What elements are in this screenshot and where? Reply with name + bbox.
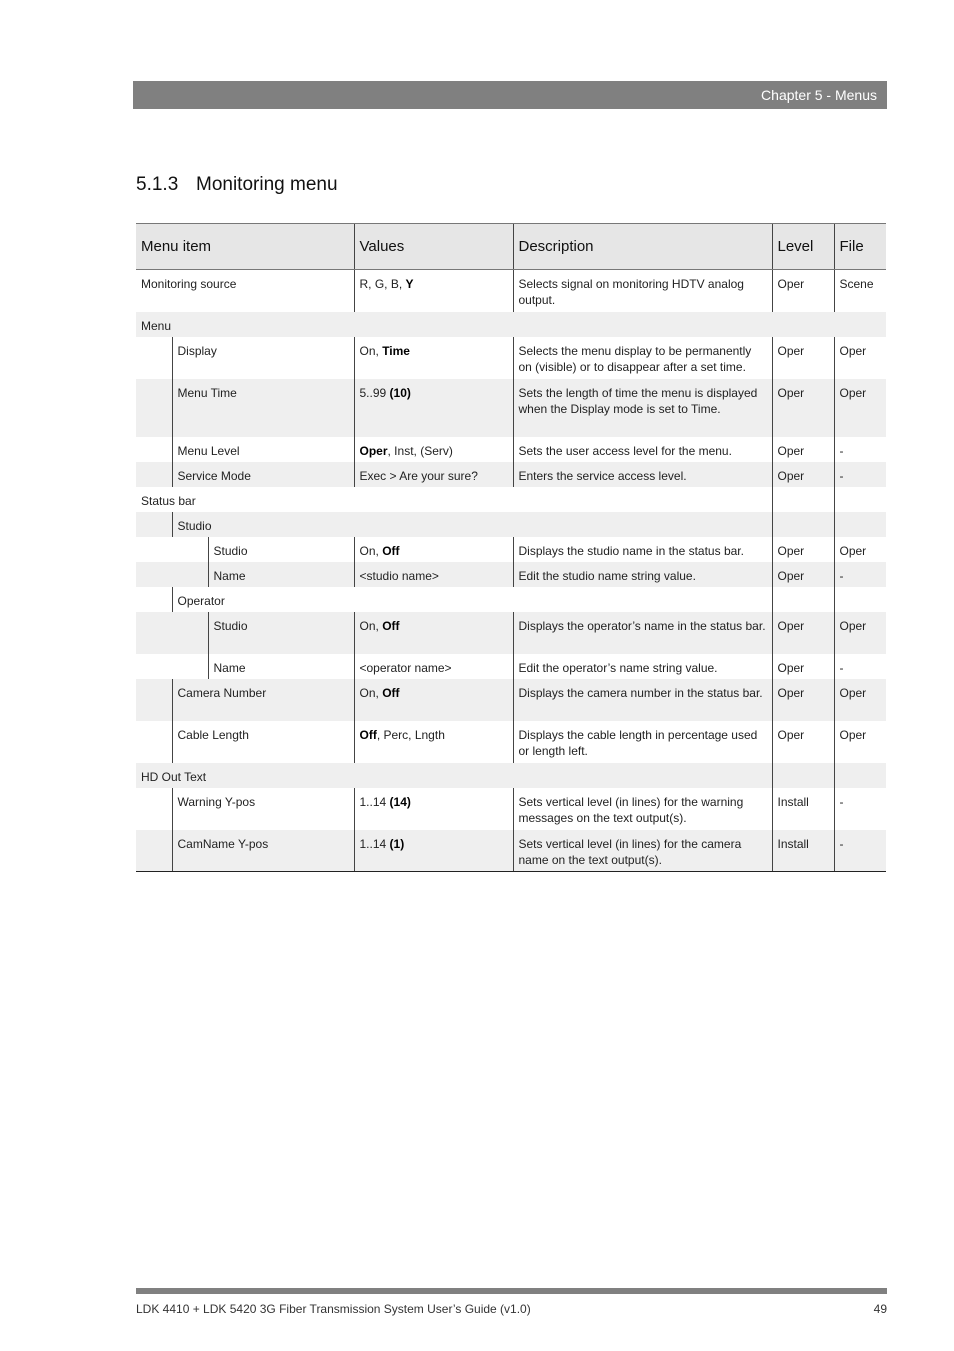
description-cell: Displays the camera number in the status bar. <box>513 679 772 721</box>
section-number: 5.1.3 <box>136 174 179 195</box>
table-row <box>136 437 886 462</box>
file-cell: - <box>834 654 886 679</box>
group-row <box>136 763 886 788</box>
description-cell: Selects the menu display to be permanently on (visible) or to disappear after a set time. <box>513 337 772 379</box>
table-row <box>136 379 886 437</box>
header-file: File <box>834 224 886 270</box>
subgroup-row <box>136 512 886 537</box>
description-cell: Sets the user access level for the menu. <box>513 437 772 462</box>
menu-item-cell: Monitoring source <box>141 277 237 291</box>
section-title <box>136 174 338 196</box>
table-row <box>136 679 886 721</box>
chapter-label: Chapter 5 - Menus <box>761 87 877 103</box>
section-title-text: Monitoring menu <box>196 174 338 195</box>
table-row <box>136 612 886 654</box>
footer-divider <box>136 1288 887 1294</box>
description-cell: Edit the studio name string value. <box>513 562 772 587</box>
level-cell: Oper <box>772 654 834 679</box>
header-level: Level <box>772 224 834 270</box>
table-row <box>136 562 886 587</box>
level-cell: Install <box>772 830 834 872</box>
description-cell: Sets vertical level (in lines) for the warning messages on the text output(s). <box>513 788 772 830</box>
file-cell: - <box>834 830 886 872</box>
description-cell: Enters the service access level. <box>513 462 772 487</box>
file-cell: - <box>834 562 886 587</box>
values-cell: 5..99 (10) <box>354 379 513 437</box>
table-row <box>136 721 886 763</box>
menu-item-cell: Cable Length <box>172 721 354 763</box>
table-row <box>136 462 886 487</box>
group-label: Menu <box>136 312 886 337</box>
table-row <box>136 270 886 312</box>
description-cell: Selects signal on monitoring HDTV analog output. <box>513 270 772 312</box>
values-cell: On, Off <box>354 679 513 721</box>
table-row <box>136 537 886 562</box>
values-cell: Off, Perc, Lngth <box>354 721 513 763</box>
header-values: Values <box>354 224 513 270</box>
values-cell: 1..14 (1) <box>354 830 513 872</box>
values-cell: On, Time <box>354 337 513 379</box>
description-cell: Displays the studio name in the status bar. <box>513 537 772 562</box>
file-cell: Oper <box>834 612 886 654</box>
footer-title: LDK 4410 + LDK 5420 3G Fiber Transmission System User’s Guide (v1.0) <box>136 1302 531 1316</box>
description-cell: Displays the operator’s name in the status bar. <box>513 612 772 654</box>
values-cell: Oper, Inst, (Serv) <box>354 437 513 462</box>
menu-item-cell: Name <box>208 562 354 587</box>
file-cell: Oper <box>834 379 886 437</box>
chapter-header <box>133 81 887 109</box>
description-cell: Displays the cable length in percentage used or length left. <box>513 721 772 763</box>
level-cell: Oper <box>772 679 834 721</box>
file-cell: Oper <box>834 537 886 562</box>
table-row <box>136 788 886 830</box>
subgroup-label: Studio <box>172 512 772 537</box>
page-number: 49 <box>873 1302 887 1316</box>
level-cell: Oper <box>772 721 834 763</box>
file-cell: Oper <box>834 679 886 721</box>
table-header-row <box>136 224 886 270</box>
menu-item-cell: Service Mode <box>172 462 354 487</box>
menu-item-cell: Menu Time <box>172 379 354 437</box>
file-cell: - <box>834 462 886 487</box>
values-cell: R, G, B, Y <box>354 270 513 312</box>
menu-item-cell: Studio <box>208 612 354 654</box>
file-cell: - <box>834 437 886 462</box>
group-label: HD Out Text <box>136 763 772 788</box>
values-cell: On, Off <box>354 537 513 562</box>
level-cell: Oper <box>772 437 834 462</box>
header-description: Description <box>513 224 772 270</box>
level-cell: Oper <box>772 562 834 587</box>
level-cell: Oper <box>772 462 834 487</box>
menu-item-cell: Camera Number <box>172 679 354 721</box>
level-cell: Oper <box>772 337 834 379</box>
values-cell: Exec > Are your sure? <box>354 462 513 487</box>
file-cell: Scene <box>834 270 886 312</box>
file-cell: - <box>834 788 886 830</box>
level-cell: Oper <box>772 379 834 437</box>
values-cell: 1..14 (14) <box>354 788 513 830</box>
description-cell: Sets vertical level (in lines) for the camera name on the text output(s). <box>513 830 772 872</box>
values-cell: <studio name> <box>354 562 513 587</box>
menu-item-cell: Name <box>208 654 354 679</box>
file-cell: Oper <box>834 721 886 763</box>
group-row <box>136 487 886 512</box>
level-cell: Oper <box>772 270 834 312</box>
description-cell: Sets the length of time the menu is displayed when the Display mode is set to Time. <box>513 379 772 437</box>
subgroup-row <box>136 587 886 612</box>
menu-item-cell: Warning Y-pos <box>172 788 354 830</box>
menu-item-cell: Menu Level <box>172 437 354 462</box>
level-cell: Install <box>772 788 834 830</box>
file-cell: Oper <box>834 337 886 379</box>
table-row <box>136 337 886 379</box>
menu-item-cell: CamName Y-pos <box>172 830 354 872</box>
level-cell: Oper <box>772 537 834 562</box>
monitoring-menu-table <box>136 223 886 872</box>
description-cell: Edit the operator’s name string value. <box>513 654 772 679</box>
values-cell: On, Off <box>354 612 513 654</box>
level-cell: Oper <box>772 612 834 654</box>
group-label: Status bar <box>141 493 196 508</box>
subgroup-label: Operator <box>172 587 772 612</box>
menu-item-cell: Studio <box>208 537 354 562</box>
group-row <box>136 312 886 337</box>
values-cell: <operator name> <box>354 654 513 679</box>
table-row <box>136 654 886 679</box>
header-menu-item: Menu item <box>136 224 354 270</box>
menu-item-cell: Display <box>172 337 354 379</box>
table-row <box>136 830 886 872</box>
